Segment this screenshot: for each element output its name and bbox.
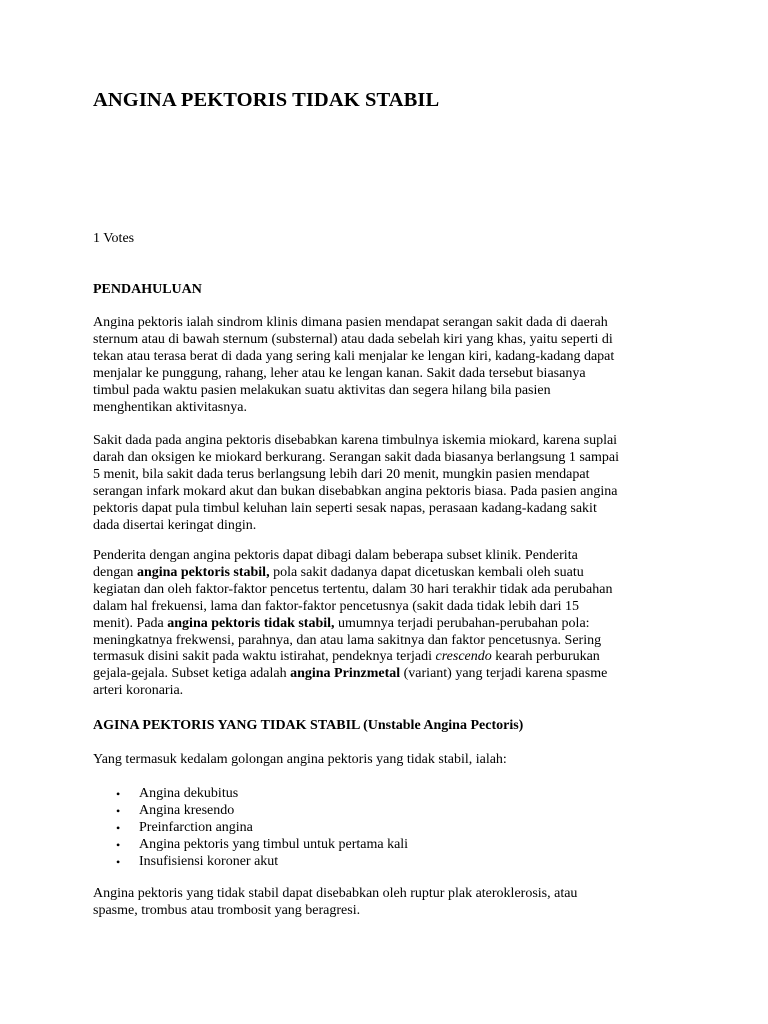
text-line: Penderita dengan angina pektoris dapat dibagi dalam beberapa subset klinik. Penderita <box>93 548 578 563</box>
text-line: 5 menit, bila sakit dada terus berlangsung lebih dari 20 menit, mungkin pasien mendapat <box>93 466 590 482</box>
document-title: ANGINA PEKTORIS TIDAK STABIL <box>93 89 440 111</box>
text-run: umumnya terjadi perubahan-perubahan pola: <box>334 615 590 631</box>
votes-count: 1 Votes <box>93 231 135 246</box>
text-line: Angina pektoris ialah sindrom klinis dimana pasien mendapat serangan sakit dada di daerah <box>93 315 608 330</box>
list-item-label: Preinfarction angina <box>139 819 253 835</box>
text-line: serangan infark mokard akut dan bukan disebabkan angina pektoris biasa. Pada pasien angina <box>93 483 618 499</box>
term-unstable-angina: angina pektoris tidak stabil, <box>167 615 335 631</box>
text-line <box>93 649 683 666</box>
text-line: dalam hal frekuensi, lama dan faktor-faktor pencetusnya (sakit dada tidak lebih dari 15 <box>93 598 580 614</box>
term-crescendo: crescendo <box>435 649 492 665</box>
text-line: arteri koronaria. <box>93 683 184 699</box>
paragraph-subsets <box>93 548 683 700</box>
text-line: tekan atau terasa berat di dada yang sering kali menjalar ke lengan kiri, kadang-kadang dapat <box>93 348 615 364</box>
text-run: kearah perburukan <box>491 649 600 665</box>
list-item <box>93 803 408 820</box>
paragraph-definition <box>93 315 683 416</box>
bullet-icon: • <box>116 787 121 801</box>
text-line: kegiatan dan oleh faktor-faktor pencetus tertentu, dalam 30 hari terakhir tidak ada perubahan <box>93 581 613 597</box>
list-item <box>93 854 408 871</box>
text-run: termasuk disini sakit pada waktu istirahat, pendeknya terjadi <box>93 649 436 665</box>
bullet-icon: • <box>116 854 121 869</box>
list-item-label: Angina pektoris yang timbul untuk pertama kali <box>139 836 409 852</box>
bullet-icon: • <box>116 820 121 835</box>
text-run: menit). Pada <box>93 615 168 631</box>
text-line: meningkatnya frekwensi, parahnya, dan atau lama sakitnya dan faktor pencetusnya. Sering <box>93 632 602 648</box>
bullet-icon: • <box>116 803 121 818</box>
text-line <box>93 666 683 683</box>
paragraph-cause <box>93 433 683 534</box>
paragraph-closing <box>93 886 683 920</box>
list-item-label: Insufisiensi koroner akut <box>139 853 279 869</box>
text-line: pektoris dapat pula timbul keluhan lain seperti sesak napas, perasaan kadang-kadang sakit <box>93 500 597 516</box>
unstable-angina-types-list <box>93 786 408 871</box>
list-item <box>93 837 408 854</box>
list-item <box>93 786 408 803</box>
text-line: spasme, trombus atau trombosit yang beragresi. <box>93 902 361 918</box>
text-line <box>93 616 683 633</box>
text-line: Sakit dada pada angina pektoris disebabkan karena timbulnya iskemia miokard, karena suplai <box>93 433 618 448</box>
text-line: darah dan oksigen ke miokard berkurang. Serangan sakit dada biasanya berlangsung 1 sampai <box>93 449 619 465</box>
term-stable-angina: angina pektoris stabil, <box>136 564 270 580</box>
text-run: dengan <box>93 564 137 580</box>
bullet-icon: • <box>116 837 121 852</box>
text-run: gejala-gejala. Subset ketiga adalah <box>93 666 291 682</box>
text-line: sternum atau di bawah sternum (substernal) atau dada sebelah kiri yang khas, yaitu seperti di <box>93 331 613 347</box>
term-prinzmetal: angina Prinzmetal <box>290 666 401 682</box>
text-line: Angina pektoris yang tidak stabil dapat disebabkan oleh ruptur plak ateroklerosis, atau <box>93 886 578 901</box>
text-line: timbul pada waktu pasien melakukan suatu aktivitas dan segera hilang bila pasien <box>93 382 551 398</box>
text-run: (variant) yang terjadi karena spasme <box>400 666 608 682</box>
text-run: pola sakit dadanya dapat dicetuskan kembali oleh suatu <box>269 564 584 580</box>
list-item-label: Angina dekubitus <box>139 786 239 801</box>
text-line: dada disertai keringat dingin. <box>93 517 257 533</box>
section-heading-pendahuluan: PENDAHULUAN <box>93 282 202 297</box>
list-intro: Yang termasuk kedalam golongan angina pektoris yang tidak stabil, ialah: <box>93 752 507 767</box>
list-item <box>93 820 408 837</box>
list-item-label: Angina kresendo <box>139 802 235 818</box>
text-line: menjalar ke punggung, rahang, leher atau ke lengan kanan. Sakit dada tersebut biasanya <box>93 365 586 381</box>
text-line <box>93 565 683 582</box>
text-line: menghentikan aktivitasnya. <box>93 399 247 415</box>
section-heading-unstable-angina: AGINA PEKTORIS YANG TIDAK STABIL (Unstable Angina Pectoris) <box>93 718 524 733</box>
